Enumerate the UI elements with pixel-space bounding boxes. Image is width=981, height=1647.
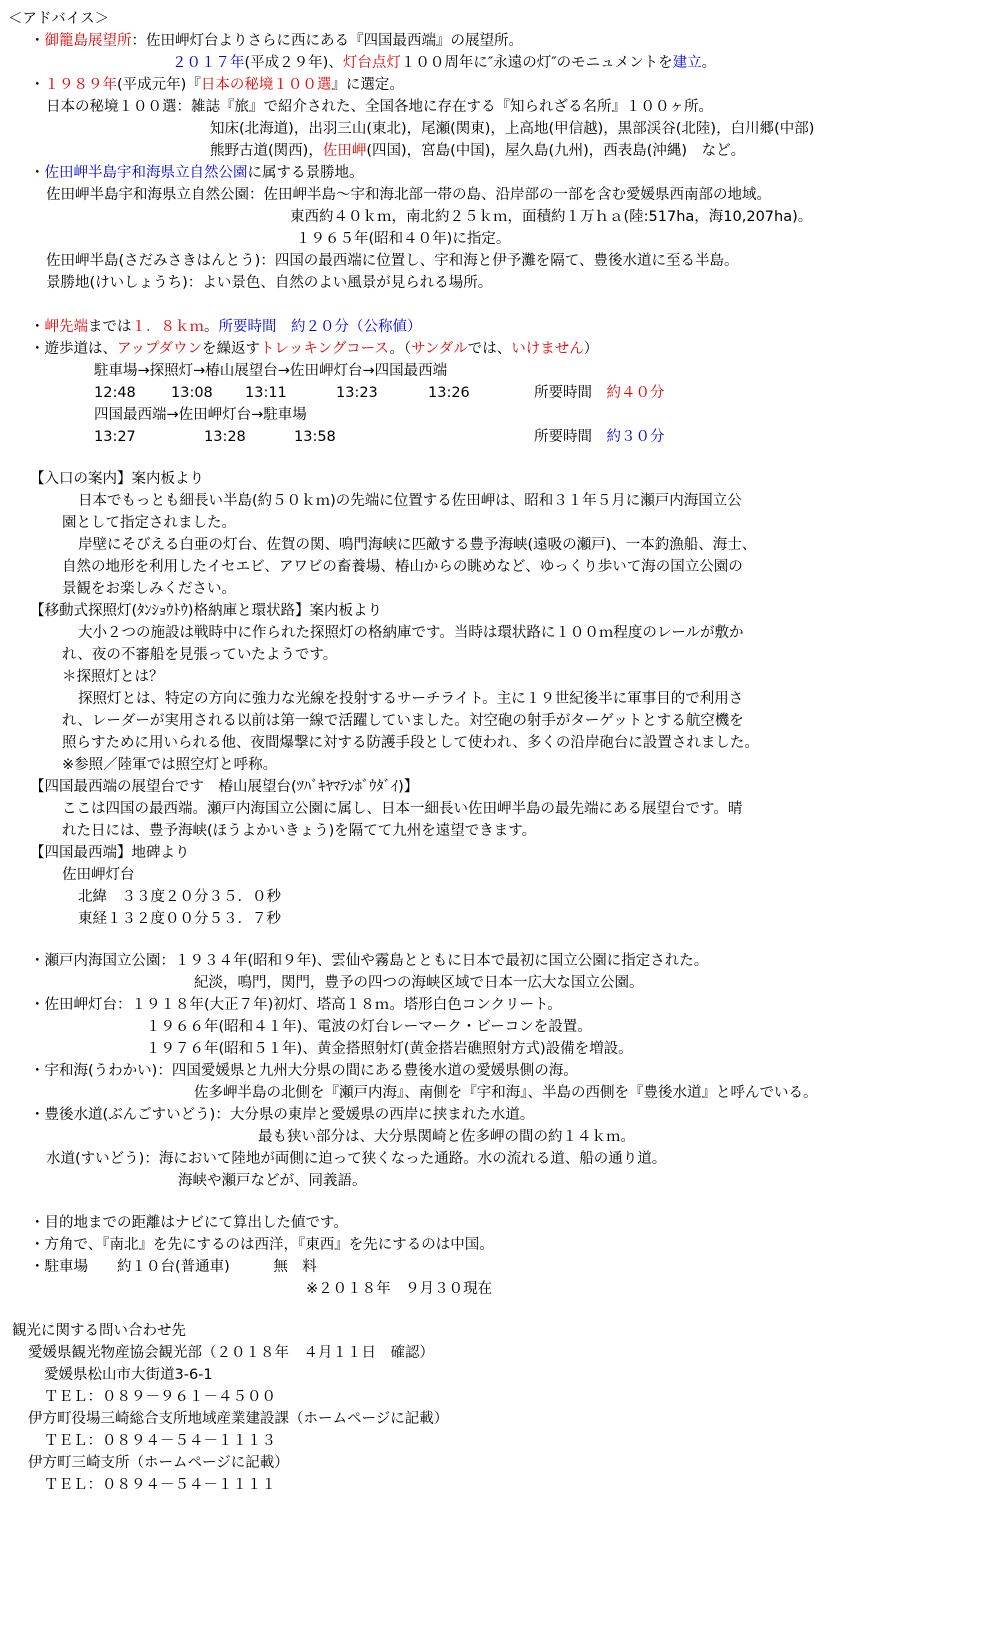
text-segment: ここは四国の最西端。瀬戸内海国立公園に属し、日本一細長い佐田岬半島の最先端にある展望台です。晴 <box>62 801 743 817</box>
text-segment: 探照灯とは、特定の方向に強力な光線を投射するサーチライト。主に１９世紀後半に軍事目的で利用さ <box>78 691 744 707</box>
text-line <box>30 1060 578 1082</box>
text-line <box>62 666 164 688</box>
text-segment: 景勝地(けいしょうち)：よい景色、自然のよい風景が見られる場所。 <box>46 275 493 291</box>
text-line <box>30 1212 348 1234</box>
text-segment: 熊野古道(関西)， <box>210 143 323 159</box>
text-segment: １９７６年(昭和５１年)、黄金搭照射灯(黄金搭岩礁照射方式)設備を増設。 <box>146 1041 633 1057</box>
text-segment: 駐車場→探照灯→椿山展望台→佐田岬灯台→四国最西端 <box>94 363 448 379</box>
text-segment: 北緯 ３３度２０分３５．０秒 <box>78 889 281 905</box>
text-line <box>336 382 378 404</box>
text-line <box>44 1474 276 1496</box>
text-line <box>44 1386 276 1408</box>
text-segment: 13:27 <box>94 429 136 445</box>
text-line <box>30 776 418 798</box>
text-segment: ・豊後水道(ぶんごすいどう)：大分県の東岸と愛媛県の西岸に挟まれた水道。 <box>30 1107 535 1123</box>
highlight-red: トレッキングコース <box>259 341 390 357</box>
highlight-red: いけません <box>511 341 584 357</box>
text-line <box>194 1082 818 1104</box>
text-line <box>30 994 562 1016</box>
highlight-red: 岬先端 <box>44 319 88 335</box>
text-line <box>62 732 759 754</box>
text-line <box>44 1364 213 1386</box>
highlight-red: 約４０分 <box>606 385 665 401</box>
text-line <box>46 1148 666 1170</box>
text-segment: ・方角で、『南北』を先にするのは西洋，『東西』を先にするのは中国。 <box>30 1237 494 1253</box>
text-segment: ＴＥＬ：０８９－９６１－４５００ <box>44 1389 276 1405</box>
text-segment: 照らすために用いられる他、夜間爆撃に対する防護手段として使われ、多くの沿岸砲台に設置されました。 <box>62 735 759 751</box>
text-segment: 知床(北海道)，出羽三山(東北)，尾瀬(関東)，上高地(甲信越)，黒部渓谷(北陸)，白川郷(中部) <box>210 121 815 137</box>
text-segment: 佐田岬半島宇和海県立自然公園：佐田岬半島～宇和海北部一帯の島、沿岸部の一部を含む愛媛県西南部の地域。 <box>46 187 771 203</box>
text-line <box>12 1320 186 1342</box>
text-line <box>294 426 336 448</box>
text-line <box>94 404 307 426</box>
text-line <box>30 950 708 972</box>
text-segment: ・瀬戸内海国立公園：１９３４年(昭和９年)、雲仙や霧島とともに日本で最初に国立公園に指定された。 <box>30 953 709 969</box>
text-segment: 大小２つの施設は戦時中に作られた探照灯の格納庫です。当時は環状路に１００ｍ程度のレールが敷か <box>78 625 744 641</box>
text-line <box>62 512 236 534</box>
text-line <box>62 754 277 776</box>
text-line <box>46 96 713 118</box>
text-segment: ・目的地までの距離はナビにて算出した値です。 <box>30 1215 348 1231</box>
text-segment: 佐田岬灯台 <box>62 867 135 883</box>
text-line <box>30 162 364 184</box>
text-segment: 伊方町役場三崎総合支所地域産業建設課（ホームページに記載） <box>28 1411 449 1427</box>
text-segment: 愛媛県観光物産協会観光部（２０１８年 ４月１１日 確認） <box>28 1345 434 1361</box>
text-line <box>46 184 771 206</box>
highlight-red: １．８ｋｍ <box>131 319 204 335</box>
text-segment: ・駐車場 約１０台(普通車) 無 料 <box>30 1259 317 1275</box>
text-line <box>210 118 814 140</box>
text-segment: ＴＥＬ：０８９４－５４－１１１１ <box>44 1477 276 1493</box>
text-line <box>62 798 742 820</box>
text-line <box>78 622 744 644</box>
highlight-red: 日本の秘境１００選 <box>200 77 332 93</box>
text-line <box>78 688 743 710</box>
text-segment: 最も狭い部分は、大分県関崎と佐多岬の間の約１４ｋｍ。 <box>258 1129 635 1145</box>
text-segment: 愛媛県松山市大街道3-6-1 <box>44 1367 213 1383</box>
text-line <box>171 382 213 404</box>
text-segment: ＴＥＬ：０８９４－５４－１１１３ <box>44 1433 276 1449</box>
text-line <box>146 1016 592 1038</box>
text-line <box>30 600 382 622</box>
text-line <box>62 820 536 842</box>
text-segment: ＊探照灯とは？ <box>62 669 164 685</box>
text-line <box>534 426 665 448</box>
text-segment: 。 <box>204 319 219 335</box>
text-line <box>94 382 136 404</box>
text-line <box>78 886 281 908</box>
text-segment: ） <box>583 341 599 357</box>
highlight-red: 御籠島展望所 <box>44 33 132 49</box>
text-line <box>178 1170 367 1192</box>
text-segment: ：佐田岬灯台よりさらに西にある『四国最西端』の展望所。 <box>131 33 523 49</box>
highlight-blue: 所要時間 約２０分（公称値） <box>218 319 422 335</box>
text-segment: １９６６年(昭和４１年)、電波の灯台レーマーク・ビーコンを設置。 <box>146 1019 592 1035</box>
text-line <box>30 30 523 52</box>
text-line <box>30 1256 317 1278</box>
text-segment: 伊方町三崎支所（ホームページに記載） <box>28 1455 289 1471</box>
text-segment: １００周年に″永遠の灯″のモニュメントを <box>400 55 673 71</box>
text-segment: ・遊歩道は、 <box>30 341 117 357</box>
text-line <box>296 228 510 250</box>
text-segment: 日本でもっとも細長い半島(約５０ｋｍ)の先端に位置する佐田岬は、昭和３１年５月に瀬戸内海国立公 <box>78 493 742 509</box>
text-segment: 所要時間 <box>534 385 607 401</box>
text-segment: 東西約４０ｋｍ，南北約２５ｋｍ，面積約１万ｈａ(陸:517ha，海10,207ha)。 <box>290 209 813 225</box>
text-segment: １９６５年(昭和４０年)に指定。 <box>296 231 511 247</box>
text-line <box>62 710 744 732</box>
text-segment: 景観をお楽しみください。 <box>62 581 236 597</box>
text-segment: 日本の秘境１００選：雑誌『旅』で紹介された、全国各地に存在する『知られざる名所』１００ヶ所。 <box>46 99 713 115</box>
text-segment: (平成元年)『 <box>117 77 201 93</box>
text-line <box>94 360 447 382</box>
text-segment: 13:08 <box>171 385 213 401</box>
text-segment: ・ <box>30 33 45 49</box>
text-line <box>210 140 745 162</box>
text-segment: 所要時間 <box>534 429 607 445</box>
text-line <box>28 1342 434 1364</box>
text-line <box>62 864 135 886</box>
text-segment: (四国)，宮島(中国)，屋久島(九州)，西表島(沖縄) など。 <box>366 143 746 159</box>
text-line <box>428 382 470 404</box>
text-segment: までは <box>88 319 132 335</box>
text-segment: ＜アドバイス＞ <box>8 11 110 27</box>
text-line <box>258 1126 635 1148</box>
text-segment: 【入口の案内】案内板より <box>30 471 204 487</box>
text-segment: 【四国最西端の展望台です 椿山展望台(ﾂﾊﾞｷﾔﾏﾃﾝﾎﾞｳﾀﾞｲ)】 <box>30 779 419 795</box>
text-segment: ※参照／陸軍では照空灯と呼称。 <box>62 757 278 773</box>
text-segment: れ、夜の不審船を見張っていたようです。 <box>62 647 338 663</box>
text-segment: 四国最西端→佐田岬灯台→駐車場 <box>94 407 307 423</box>
text-line <box>44 1430 276 1452</box>
text-segment: れた日には、豊予海峡(ほうよかいきょう)を隔てて九州を遠望できます。 <box>62 823 537 839</box>
highlight-red: 灯台点灯 <box>342 55 401 71</box>
text-line <box>46 272 492 294</box>
text-line <box>78 490 742 512</box>
text-segment: 佐多岬半島の北側を『瀬戸内海』、南側を『宇和海』、半島の西側を『豊後水道』と呼んでいる。 <box>194 1085 818 1101</box>
text-segment: 海峡や瀬戸などが、同義語。 <box>178 1173 367 1189</box>
text-line <box>306 1278 492 1300</box>
text-line <box>62 644 337 666</box>
text-segment: 。（ <box>389 341 412 357</box>
text-line <box>172 52 716 74</box>
text-line <box>290 206 812 228</box>
text-segment: ・ <box>30 165 45 181</box>
text-line <box>534 382 665 404</box>
text-line <box>194 972 644 994</box>
text-line <box>78 908 281 930</box>
text-line <box>245 382 287 404</box>
highlight-red: １９８９年 <box>44 77 117 93</box>
text-segment: 13:11 <box>245 385 287 401</box>
text-line <box>146 1038 633 1060</box>
text-segment: ※２０１８年 ９月３０現在 <box>306 1281 493 1297</box>
text-line <box>30 316 422 338</box>
text-segment: 岸壁にそびえる白亜の灯台、佐賀の関、鳴門海峡に匹敵する豊予海峡(遠吸の瀬戸)、一本釣漁船、海士、 <box>78 537 757 553</box>
text-line <box>30 74 404 96</box>
text-line <box>28 1452 289 1474</box>
text-segment: 【四国最西端】地碑より <box>30 845 190 861</box>
text-segment: ・ <box>30 319 45 335</box>
highlight-blue: 建立 <box>672 55 702 71</box>
text-line <box>30 842 190 864</box>
text-line <box>204 426 246 448</box>
text-segment: 13:26 <box>428 385 470 401</box>
text-segment: 自然の地形を利用したイセエビ、アワビの畜養場、椿山からの眺めなど、ゆっくり歩いて海の国立公園の <box>62 559 743 575</box>
text-segment: 紀淡，鳴門，関門，豊予の四つの海峡区域で日本一広大な国立公園。 <box>194 975 644 991</box>
text-line <box>46 250 739 272</box>
text-segment: 水道(すいどう)：海において陸地が両側に迫って狭くなった通路。水の流れる道、船の通り道。 <box>46 1151 667 1167</box>
text-segment: 観光に関する問い合わせ先 <box>12 1323 186 1339</box>
text-segment: を繰返す <box>201 341 260 357</box>
text-line <box>30 1104 534 1126</box>
text-segment: 12:48 <box>94 385 136 401</box>
text-segment: 13:58 <box>294 429 336 445</box>
text-segment: 13:23 <box>336 385 378 401</box>
text-segment: 【移動式探照灯(ﾀﾝｼｮｳﾄｳ)格納庫と環状路】案内板より <box>30 603 383 619</box>
text-segment: 東経１３２度００分５３．７秒 <box>78 911 281 927</box>
highlight-red: アップダウン <box>117 341 202 357</box>
highlight-blue: 約３０分 <box>606 429 665 445</box>
text-segment: では、 <box>467 341 512 357</box>
text-line <box>30 338 598 360</box>
text-segment: ・宇和海(うわかい)：四国愛媛県と九州大分県の間にある豊後水道の愛媛県側の海。 <box>30 1063 578 1079</box>
text-segment: 13:28 <box>204 429 246 445</box>
text-line <box>30 468 204 490</box>
highlight-blue: 佐田岬半島宇和海県立自然公園 <box>44 165 248 181</box>
text-line <box>28 1408 448 1430</box>
text-segment: 。 <box>701 55 717 71</box>
text-segment: 佐田岬半島(さだみさきはんとう)：四国の最西端に位置し、宇和海と伊予灘を隔て、豊後水道に至る半島。 <box>46 253 739 269</box>
text-line <box>62 556 743 578</box>
highlight-red: 佐田岬 <box>322 143 367 159</box>
text-line <box>62 578 236 600</box>
text-segment: 』に選定。 <box>331 77 404 93</box>
highlight-red: サンダル <box>411 341 468 357</box>
text-line <box>8 8 109 30</box>
highlight-blue: ２０１７年 <box>172 55 245 71</box>
text-segment: 園として指定されました。 <box>62 515 236 531</box>
text-segment: れ、レーダーが実用される以前は第一線で活躍していました。対空砲の射手がターゲットとする航空機を <box>62 713 744 729</box>
text-segment: ・ <box>30 77 45 93</box>
text-line <box>94 426 136 448</box>
text-segment: ・佐田岬灯台：１９１８年(大正７年)初灯、塔高１８ｍ。塔形白色コンクリート。 <box>30 997 562 1013</box>
text-line <box>30 1234 494 1256</box>
text-line <box>78 534 756 556</box>
text-segment: (平成２９年)、 <box>244 55 343 71</box>
text-segment: に属する景勝地。 <box>247 165 364 181</box>
